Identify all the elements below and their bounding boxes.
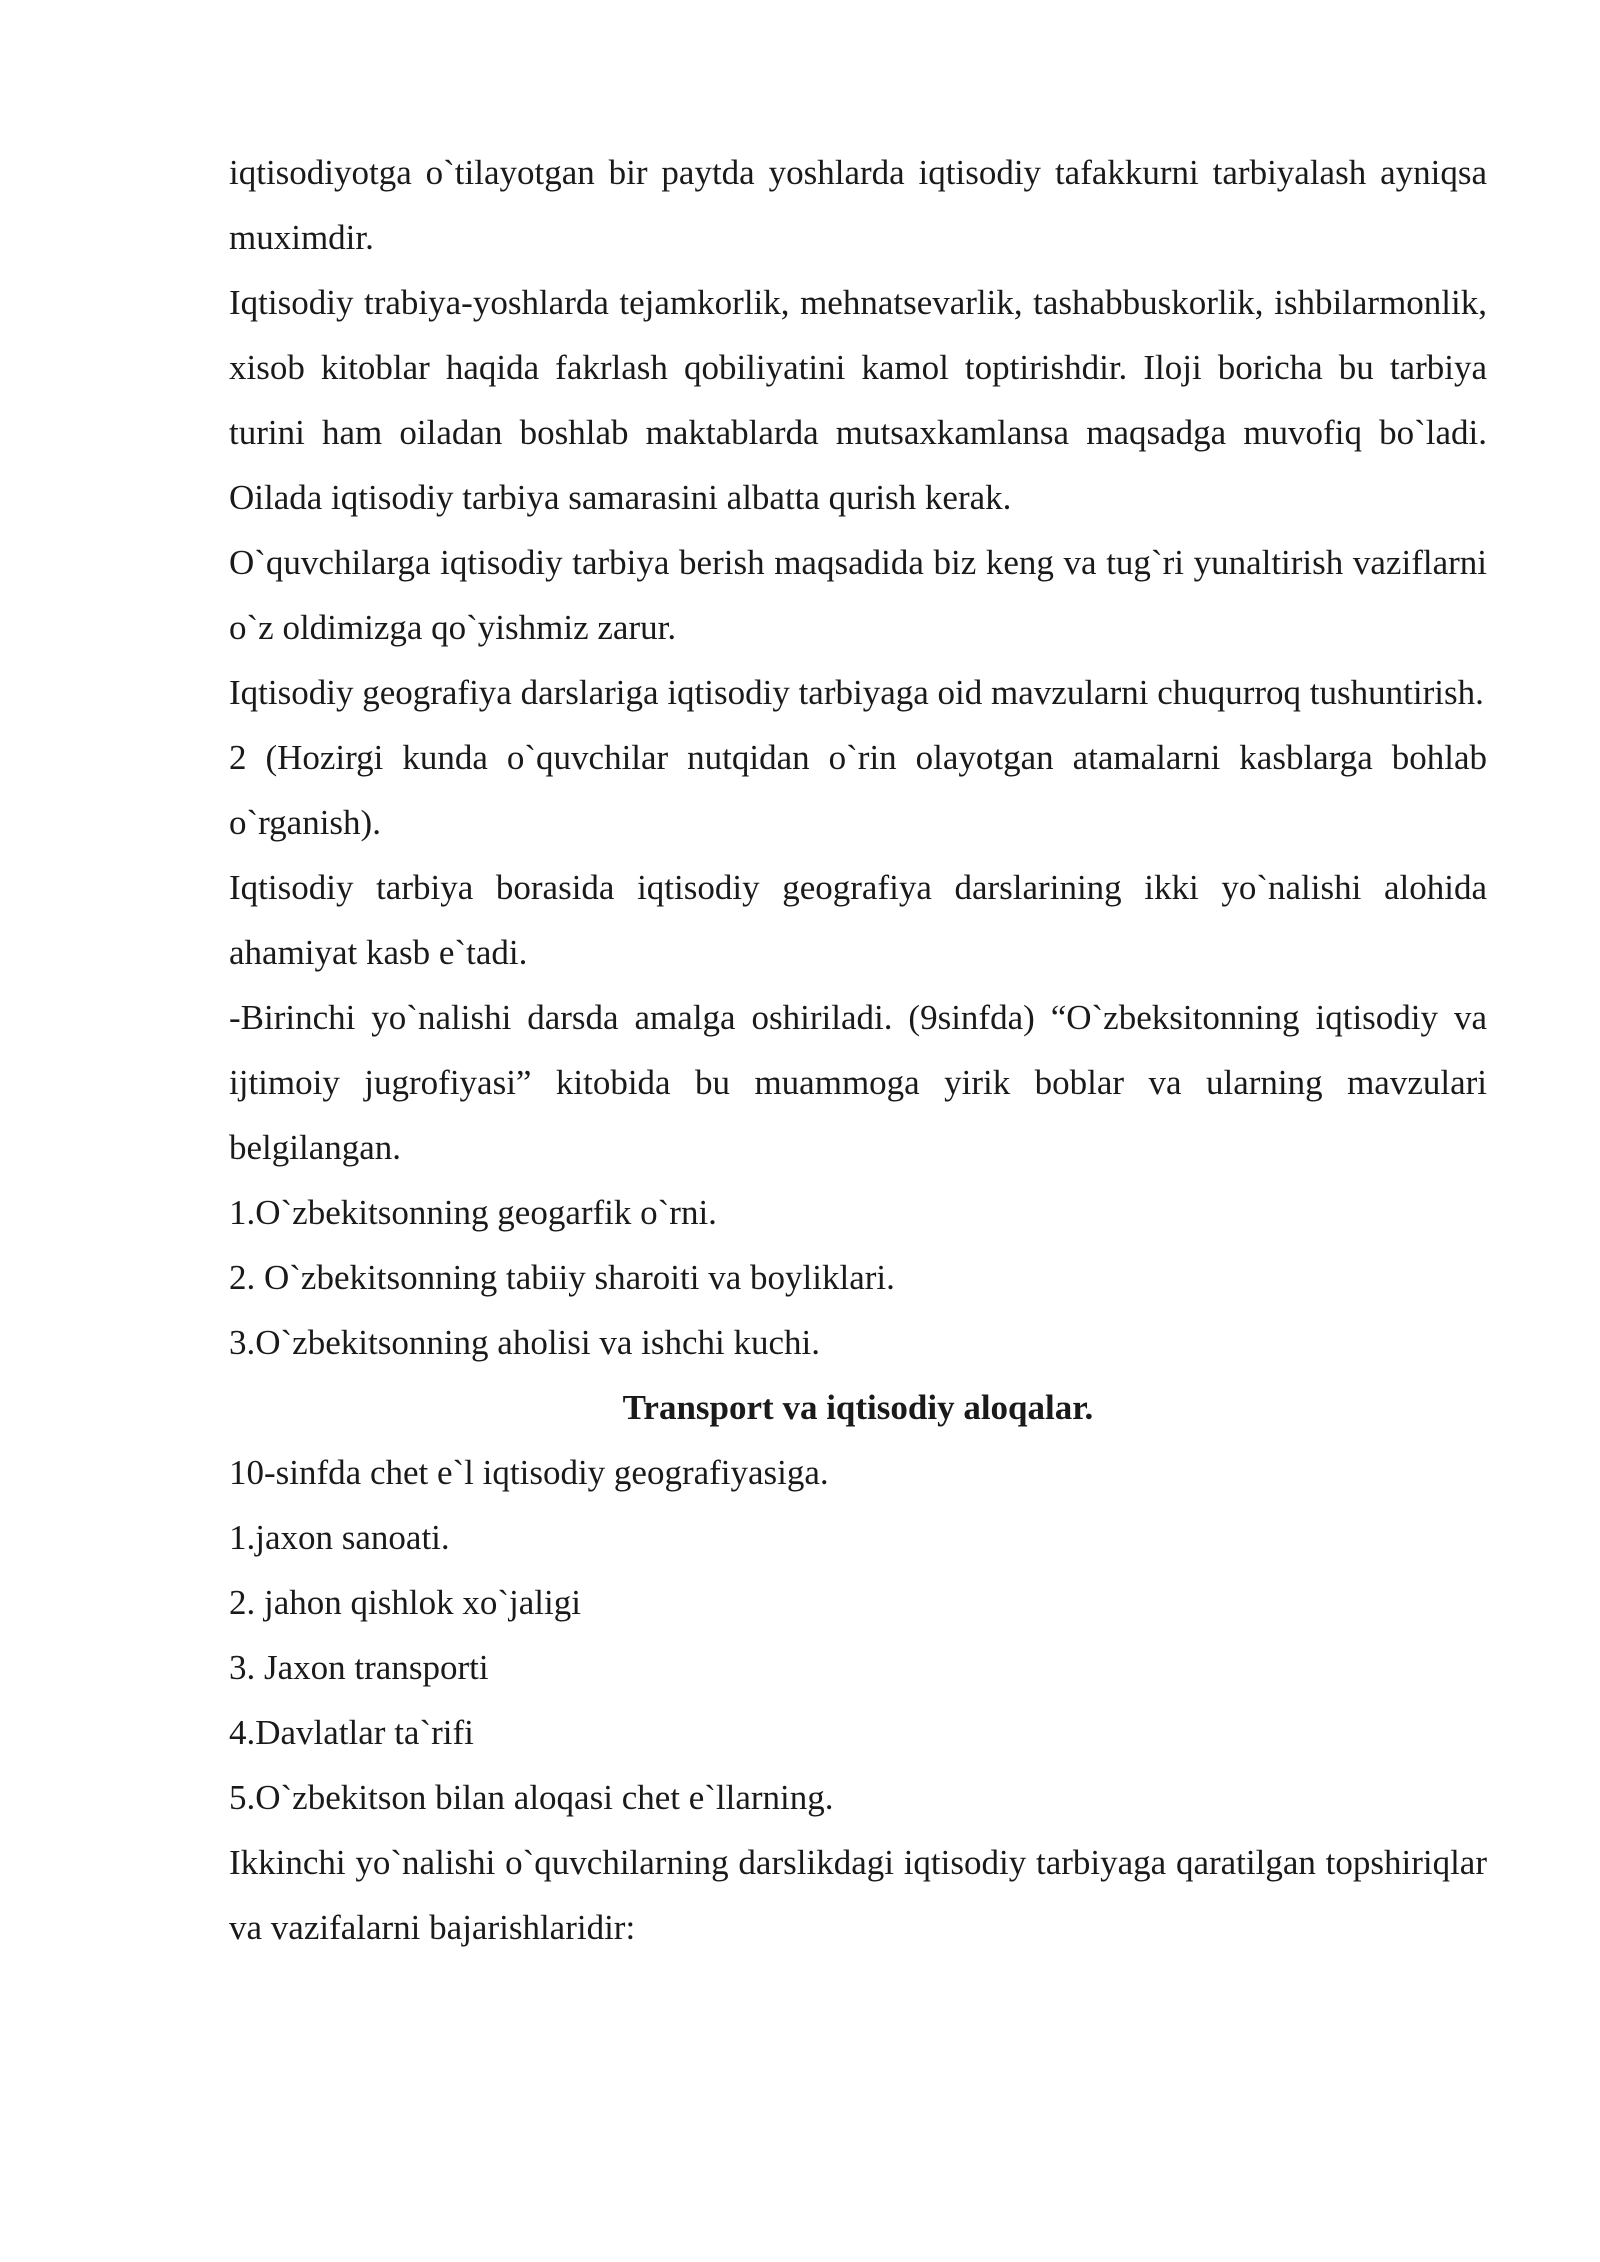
paragraph-two-directions: Iqtisodiy tarbiya borasida iqtisodiy geografiya darslarining ikki yo`nalishi alohida ahamiyat kasb e`tadi.: [229, 868, 1487, 972]
document-page: [229, 140, 1487, 1960]
list-item: 1.O`zbekitsonning geogarfik o`rni.: [229, 1193, 717, 1232]
paragraph-grade-10: 10-sinfda chet e`l iqtisodiy geografiyasiga.: [229, 1453, 829, 1492]
paragraph-economic-education: Iqtisodiy trabiya-yoshlarda tejamkorlik, mehnatsevarlik, tashabbuskorlik, ishbilarmonlik, xisob kitoblar haqida fakrlash qobiliyatini kamol toptirishdir. Iloji boricha bu tarbiya turini ham oiladan boshlab maktablarda mutsaxkamlansa maqsadga muvofiq bo`ladi. Oilada iqtisodiy tarbiya samarasini albatta qurish kerak.: [229, 283, 1487, 517]
list-item: 1.jaxon sanoati.: [229, 1518, 450, 1557]
paragraph-geography-lessons: Iqtisodiy geografiya darslariga iqtisodiy tarbiyaga oid mavzularni chuqurroq tushuntirish.: [229, 673, 1484, 712]
list-item: 5.O`zbekitson bilan aloqasi chet e`llarning.: [229, 1778, 834, 1817]
paragraph-students-tasks: O`quvchilarga iqtisodiy tarbiya berish maqsadida biz keng va tug`ri yunaltirish vaziflarni o`z oldimizga qo`yishmiz zarur.: [229, 543, 1487, 647]
list-item: 3. Jaxon transporti: [229, 1648, 489, 1687]
list-item: 4.Davlatlar ta`rifi: [229, 1713, 474, 1752]
list-item: 2. O`zbekitsonning tabiiy sharoiti va boyliklari.: [229, 1258, 895, 1297]
paragraph-intro: iqtisodiyotga o`tilayotgan bir paytda yoshlarda iqtisodiy tafakkurni tarbiyalash ayniqsa muximdir.: [229, 153, 1487, 257]
list-item: 3.O`zbekitsonning aholisi va ishchi kuchi.: [229, 1323, 821, 1362]
paragraph-second-direction: Ikkinchi yo`nalishi o`quvchilarning darslikdagi iqtisodiy tarbiyaga qaratilgan topshiriqlar va vazifalarni bajarishlaridir:: [229, 1843, 1487, 1947]
section-heading: Transport va iqtisodiy aloqalar.: [622, 1388, 1094, 1427]
list-item: 2. jahon qishlok xo`jaligi: [229, 1583, 581, 1622]
paragraph-first-direction: -Birinchi yo`nalishi darsda amalga oshiriladi. (9sinfda) “O`zbeksitonning iqtisodiy va ijtimoiy jugrofiyasi” kitobida bu muammoga yirik boblar va ularning mavzulari belgilangan.: [229, 998, 1487, 1167]
paragraph-terms: 2 (Hozirgi kunda o`quvchilar nutqidan o`rin olayotgan atamalarni kasblarga bohlab o`rganish).: [229, 738, 1487, 842]
